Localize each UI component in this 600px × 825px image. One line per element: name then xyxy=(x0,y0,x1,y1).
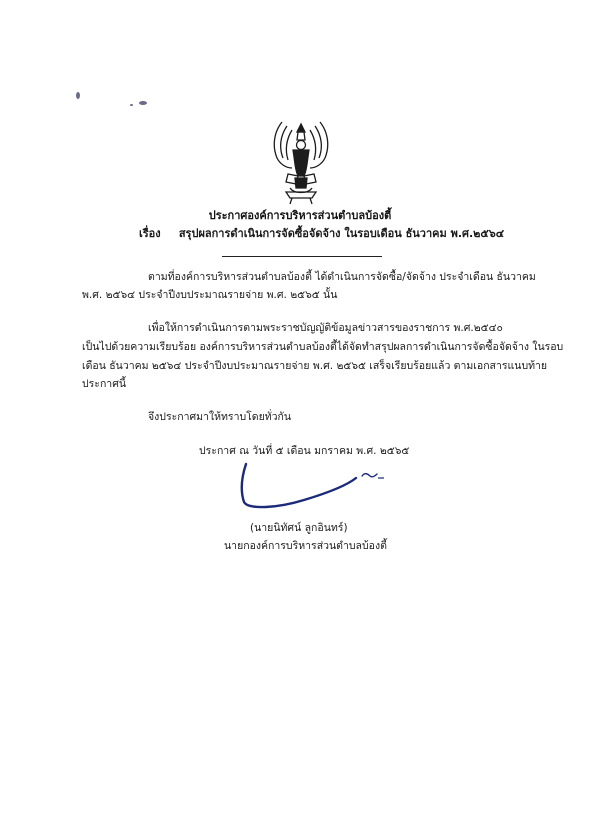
notice-text: จึงประกาศมาให้ทราบโดยทั่วกัน xyxy=(148,411,292,423)
subject-line xyxy=(139,224,504,242)
ink-smudge xyxy=(76,92,80,99)
paragraph-line: ตามที่องค์การบริหารส่วนตำบลบ้องตี้ ได้ดำเนินการจัดซื้อ/จัดจ้าง ประจำเดือน ธันวาคม xyxy=(148,271,536,283)
handwritten-signature xyxy=(234,462,384,512)
paragraph-line: เป็นไปด้วยความเรียบร้อย องค์การบริหารส่วนตำบลบ้องตี้ได้จัดทำสรุปผลการดำเนินการจัดซื้อจัดจ้าง ในรอบ xyxy=(82,341,564,353)
ink-smudge xyxy=(139,101,147,105)
subject-label: เรื่อง xyxy=(139,227,161,240)
paragraph-line: พ.ศ. ๒๕๖๔ ประจำปีงบประมาณรายจ่าย พ.ศ. ๒๕๖๕ นั้น xyxy=(82,289,338,301)
signer-name: (นายนิทัศน์ ลูกอินทร์) xyxy=(250,522,348,534)
divider xyxy=(222,256,382,257)
signer-position: นายกองค์การบริหารส่วนตำบลบ้องตี้ xyxy=(224,540,387,552)
ink-smudge xyxy=(130,104,133,106)
paragraph-line: เพื่อให้การดำเนินการตามพระราชบัญญัติข้อมูลข่าวสารของราชการ พ.ศ.๒๕๔๐ xyxy=(148,322,503,334)
announcement-title: ประกาศองค์การบริหารส่วนตำบลบ้องตี้ xyxy=(208,209,392,222)
paragraph-line: เดือน ธันวาคม ๒๕๖๔ ประจำปีงบประมาณรายจ่าย พ.ศ. ๒๕๖๕ เสร็จเรียบร้อยแล้ว ตามเอกสารแนบท้าย xyxy=(82,360,548,372)
subject-text: สรุปผลการดำเนินการจัดซื้อจัดจ้าง ในรอบเดือน ธันวาคม พ.ศ.๒๕๖๔ xyxy=(178,227,505,240)
paragraph-line: ประกาศนี้ xyxy=(82,378,127,390)
garuda-emblem-icon xyxy=(268,118,334,206)
announcement-date: ประกาศ ณ วันที่ ๕ เดือน มกราคม พ.ศ. ๒๕๖๕ xyxy=(199,445,410,457)
